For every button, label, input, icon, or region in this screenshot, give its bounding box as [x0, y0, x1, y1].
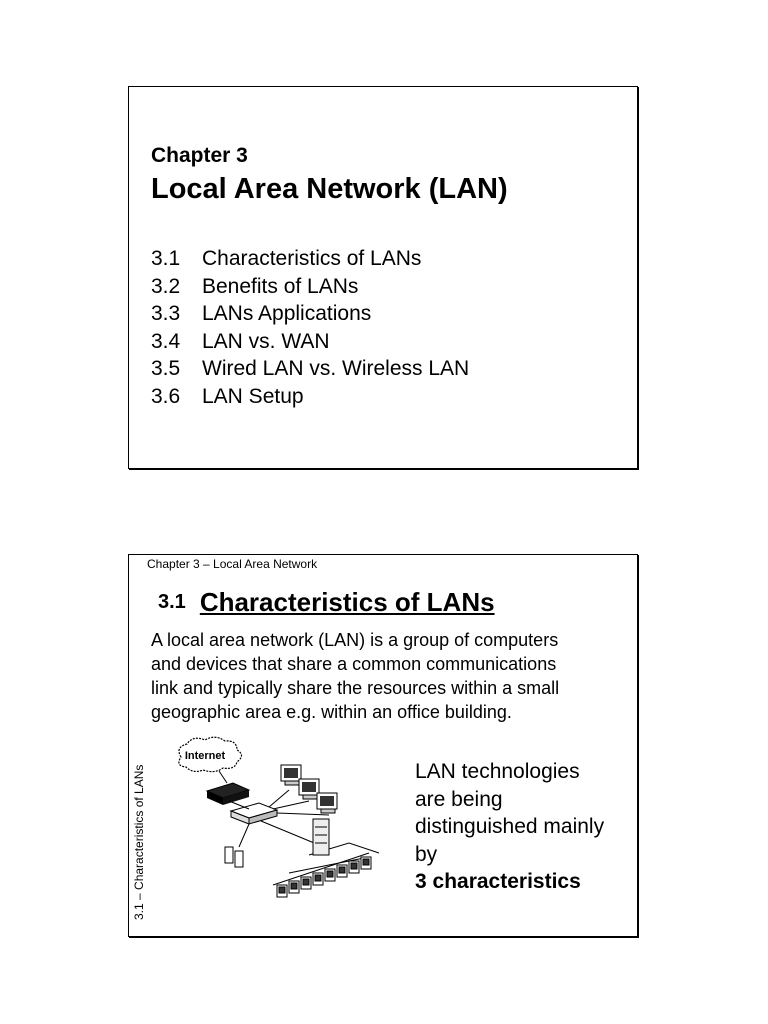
side-note-line: distinguished mainly	[415, 815, 605, 838]
toc-number: 3.2	[151, 274, 181, 298]
toc-item	[151, 300, 469, 328]
toc-number: 3.4	[151, 329, 181, 353]
side-note-line: are being	[415, 787, 503, 811]
toc-item	[151, 383, 469, 411]
toc-label: Wired LAN vs. Wireless LAN	[202, 357, 470, 380]
toc-number: 3.5	[151, 357, 181, 380]
body-line: link and typically share the resources within a small	[151, 678, 560, 698]
cloud-label: Internet	[184, 750, 226, 762]
internet-cloud-icon	[179, 737, 242, 771]
toc-item	[151, 245, 469, 273]
slide-header: Chapter 3 – Local Area Network	[147, 557, 318, 571]
chapter-label: Chapter 3	[151, 144, 248, 167]
toc-label: LANs Applications	[202, 302, 372, 325]
toc-item	[151, 273, 469, 301]
table-of-contents	[151, 245, 469, 410]
toc-number: 3.3	[151, 302, 181, 325]
side-note-prefix: by	[415, 842, 438, 866]
slide-characteristics	[128, 554, 638, 937]
toc-label: Characteristics of LANs	[202, 247, 422, 270]
lan-network-diagram	[169, 735, 399, 917]
side-note-line	[415, 841, 604, 896]
slide-chapter-title	[128, 86, 638, 469]
section-number: 3.1	[158, 591, 186, 613]
workstation-icon	[281, 765, 301, 785]
printer-icon	[225, 847, 243, 867]
router-icon	[207, 783, 249, 805]
section-heading	[158, 587, 495, 618]
body-paragraph	[151, 628, 621, 724]
server-icon	[313, 819, 329, 855]
body-line: and devices that share a common communications	[151, 654, 557, 674]
workstation-icon	[299, 779, 319, 799]
side-note-emphasis: 3 characteristics	[415, 870, 581, 893]
toc-label: LAN vs. WAN	[202, 329, 330, 353]
section-title: Characteristics of LANs	[199, 587, 495, 617]
toc-label: Benefits of LANs	[202, 274, 359, 298]
toc-label: LAN Setup	[202, 384, 304, 408]
chapter-title: Local Area Network (LAN)	[151, 173, 508, 205]
toc-item	[151, 355, 469, 383]
toc-number: 3.1	[151, 247, 181, 270]
side-note	[415, 758, 604, 896]
slide-sidebar	[129, 555, 149, 938]
workstation-icon	[317, 793, 337, 813]
toc-number: 3.6	[151, 384, 181, 408]
side-note-line: LAN technologies	[415, 760, 580, 783]
body-line: A local area network (LAN) is a group of computers	[151, 630, 559, 650]
body-line: geographic area e.g. within an office building.	[151, 702, 512, 722]
toc-item	[151, 328, 469, 356]
sidebar-label: 3.1 – Characteristics of LANs	[132, 764, 146, 920]
